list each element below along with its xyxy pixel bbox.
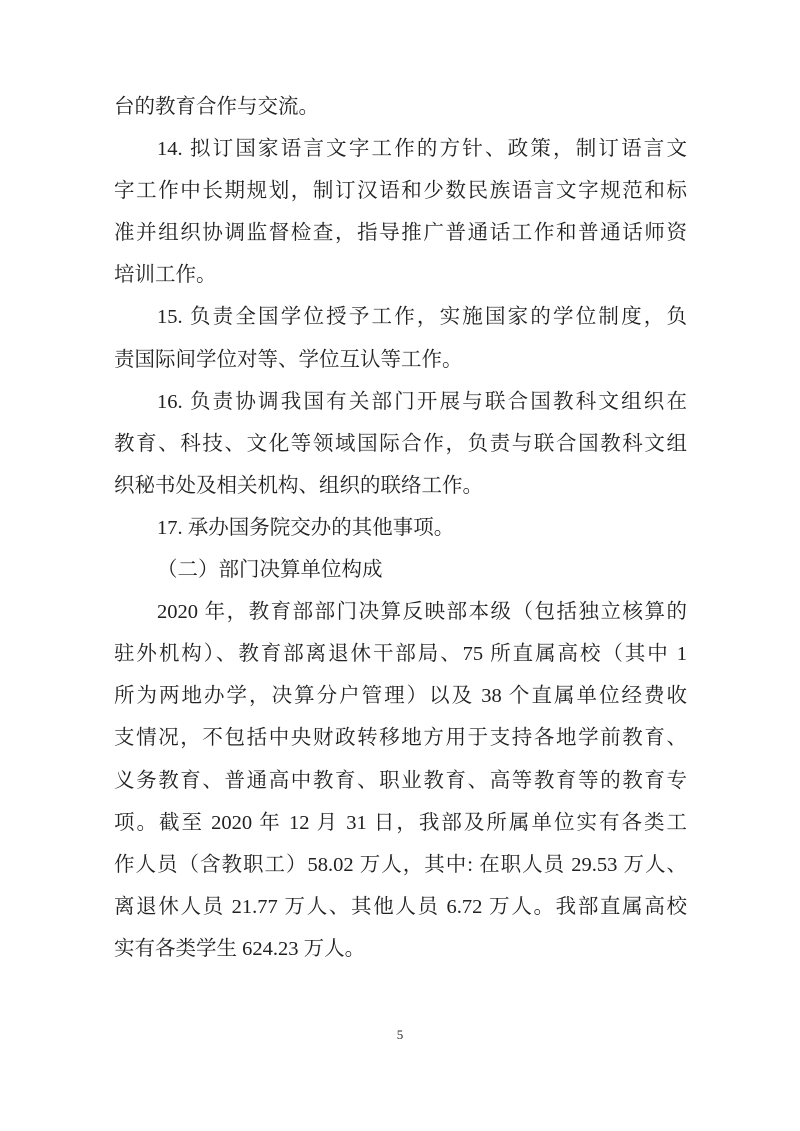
text-line: 准并组织协调监督检查，指导推广普通话工作和普通话师资 — [114, 222, 687, 245]
text-line: 15. 负责全国学位授予工作，实施国家的学位制度，负 — [157, 306, 687, 329]
text-line: 驻外机构）、教育部离退休干部局、75 所直属高校（其中 1 — [114, 643, 687, 666]
text-line: 台的教育合作与交流。 — [114, 96, 319, 118]
text-line: 项。截至 2020 年 12 月 31 日，我部及所属单位实有各类工 — [114, 811, 687, 834]
text-line: 责国际间学位对等、学位互认等工作。 — [114, 348, 463, 371]
text-line: 离退休人员 21.77 万人、其他人员 6.72 万人。我部直属高校 — [114, 895, 687, 918]
text-line: 14. 拟订国家语言文字工作的方针、政策，制订语言文 — [157, 138, 687, 161]
text-line: 织秘书处及相关机构、组织的联络工作。 — [114, 474, 483, 497]
text-line: 17. 承办国务院交办的其他事项。 — [157, 516, 455, 539]
text-line: 字工作中长期规划，制订汉语和少数民族语言文字规范和标 — [114, 180, 687, 203]
text-line: 作人员（含教职工）58.02 万人，其中: 在职人员 29.53 万人、 — [114, 853, 687, 876]
text-line: 支情况，不包括中央财政转移地方用于支持各地学前教育、 — [114, 727, 687, 750]
text-line: 教育、科技、文化等领域国际合作，负责与联合国教科文组 — [114, 432, 687, 455]
text-line: 实有各类学生 624.23 万人。 — [114, 937, 366, 960]
page-footer — [0, 1026, 800, 1044]
text-line: 16. 负责协调我国有关部门开展与联合国教科文组织在 — [157, 390, 687, 413]
text-line: 所为两地办学，决算分户管理）以及 38 个直属单位经费收 — [114, 685, 687, 708]
section-heading-line: （二）部门决算单位构成 — [157, 559, 383, 582]
text-line: 培训工作。 — [114, 264, 217, 287]
text-line: 2020 年，教育部部门决算反映部本级（包括独立核算的 — [157, 601, 687, 624]
text-line: 义务教育、普通高中教育、职业教育、高等教育等的教育专 — [114, 769, 687, 792]
document-body — [114, 86, 687, 970]
page-number: 5 — [396, 1027, 404, 1042]
